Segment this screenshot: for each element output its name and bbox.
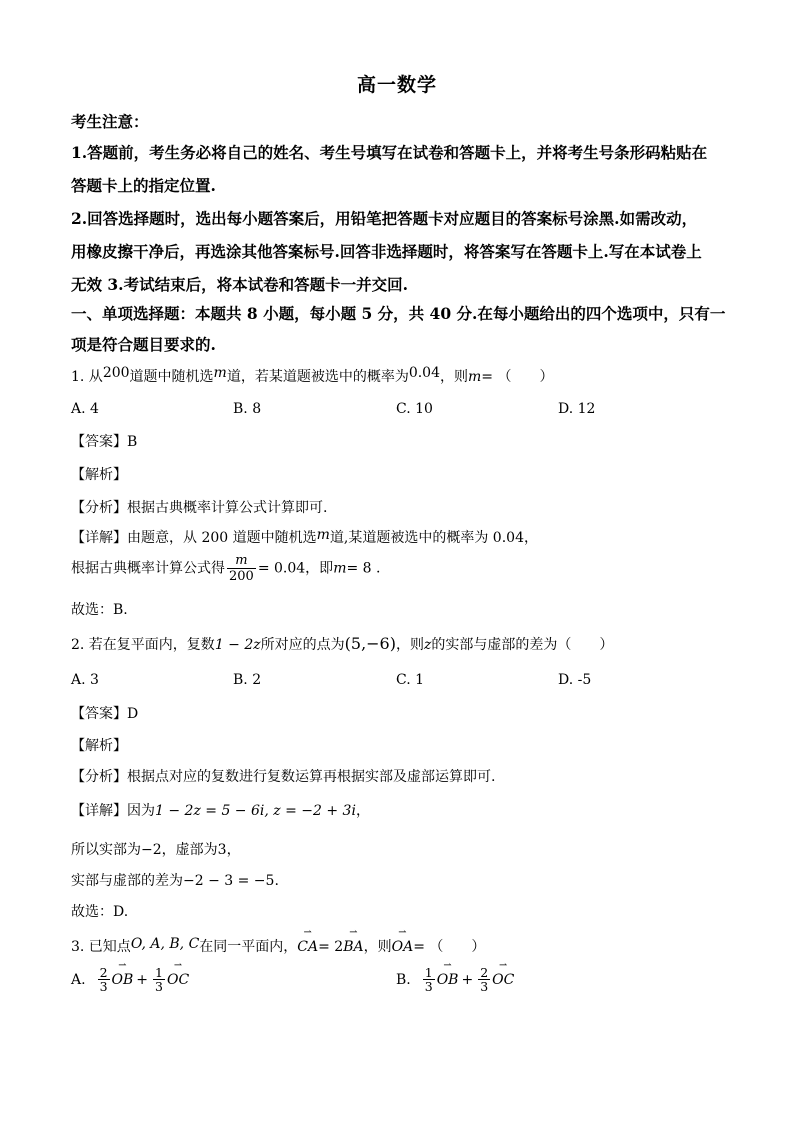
q1-xiangjie-m: m (316, 527, 330, 543)
q1-calc-b: = 0.04，即 (257, 560, 334, 577)
q3-b-d2: 3 (480, 979, 489, 994)
q1-fenxi: 【分析】根据古典概率计算公式计算即可. (71, 500, 328, 516)
q3-tail: = （ ） (413, 939, 486, 955)
q1-xiangjie-b: 道,某道题被选中的概率为 0.04， (329, 530, 538, 546)
q2-fenxi: 【分析】根据点对应的复数进行复数运算再根据实部及虚部运算即可. (71, 769, 496, 785)
notice-line-1: 1.答题前，考生务必将自己的姓名、考生号填写在试卷和答题卡上，并将考生号条形码粘贴在 (71, 143, 708, 162)
q3-b-plus: + (461, 971, 474, 988)
q2-diff-b: . (274, 873, 279, 889)
q1-p: 0.04 (408, 365, 440, 381)
q1-option-c: C. 10 (396, 401, 433, 417)
q1-m-2: m (468, 369, 482, 385)
q2-option-c: C. 1 (396, 672, 425, 688)
q3-option-a (71, 966, 189, 993)
q1-fraction (227, 553, 256, 584)
q1-option-b: B. 8 (233, 401, 262, 417)
notice-heading: 考生注意： (71, 112, 149, 131)
q3-b-vector-ob: ⇀ OB (437, 972, 459, 988)
question-1-stem (71, 366, 553, 386)
q1-option-a: A. 4 (71, 401, 99, 417)
q2-real-b: ，虚部为 (161, 842, 218, 858)
q3-b-d1: 3 (424, 979, 433, 994)
q1-fraction-den: 200 (229, 569, 254, 584)
q3-b-n1: 1 (424, 965, 433, 980)
q2-choose: 故选：D. (71, 904, 129, 920)
notice-line-2c: 无效 3.考试结束后，将本试卷和答题卡一并交回. (71, 275, 408, 294)
q3-text-a: 3. 已知点 (71, 939, 131, 955)
q3-vector-oa: ⇀ OA (392, 939, 414, 955)
q2-point: (5,−6) (344, 634, 396, 653)
q3-text-c: ，则 (363, 939, 392, 955)
q3-a-plus: + (136, 971, 149, 988)
q2-expr: 1 − 2z (214, 637, 261, 653)
page-title: 高一数学 (356, 74, 437, 96)
q2-text-b: 所对应的点为 (260, 637, 345, 653)
q1-calc (71, 553, 380, 584)
q3-vector-ba: ⇀ BA (343, 939, 363, 955)
q1-answer: 【答案】B (71, 434, 138, 450)
q2-diff-expr: −2 − 3 = −5 (183, 873, 275, 889)
q3-option-b-frac-2 (478, 966, 490, 993)
q1-text-d: ，则 (440, 369, 468, 385)
q2-real-c: ， (226, 842, 241, 858)
q1-xiangjie-a: 【详解】由题意，从 200 道题中随机选 (71, 530, 317, 546)
q3-a-d2: 3 (155, 979, 163, 994)
q1-n200: 200 (102, 365, 130, 381)
q1-calc-m: m (333, 560, 347, 577)
section-heading-1: 一、单项选择题：本题共 8 小题，每小题 5 分，共 40 分.在每小题给出的四个选项中，只有一 (71, 304, 726, 323)
q1-tail: = （ ） (481, 369, 554, 385)
q1-text-c: 道，若某道题被选中的概率为 (226, 369, 409, 385)
q2-text-a: 2. 若在复平面内，复数 (71, 637, 215, 653)
q3-b-vector-oc: ⇀ OC (492, 972, 514, 988)
q2-xiangjie-b: ， (355, 803, 370, 819)
question-2-stem (71, 634, 613, 654)
q1-fraction-num: m (235, 553, 248, 568)
q2-real-imag (71, 839, 241, 859)
notice-line-2b: 用橡皮擦干净后，再选涂其他答案标号.回答非选择题时，将答案写在答题卡上.写在本试卷上 (71, 242, 702, 261)
q2-text-d: 的实部与虚部的差为（ ） (431, 637, 614, 653)
notice-line-1b: 答题卡上的指定位置. (71, 176, 216, 195)
q2-answer: 【答案】D (71, 706, 139, 722)
q3-option-b-frac-1 (423, 966, 435, 993)
q1-calc-c: = 8 . (346, 560, 381, 577)
q1-choose: 故选：B. (71, 602, 128, 618)
q3-text-b: 在同一平面内， (199, 939, 298, 955)
q2-imag-v: 3 (217, 842, 227, 858)
q1-calc-a: 根据古典概率计算公式得 (71, 560, 225, 577)
q2-z: z (423, 637, 432, 653)
q3-option-b-label: B. (396, 971, 411, 988)
section-heading-2: 项是符合题目要求的. (71, 335, 216, 354)
q3-option-a-frac-1 (98, 966, 110, 993)
q2-xiangjie (71, 800, 370, 820)
q1-analysis-label: 【解析】 (71, 467, 127, 483)
q2-real-v: −2 (141, 842, 162, 858)
q3-b-n2: 2 (480, 965, 489, 980)
q2-option-b: B. 2 (233, 672, 262, 688)
q3-a-vector-oc: ⇀ OC (167, 972, 189, 988)
q3-option-b (396, 966, 514, 993)
q2-difference (71, 870, 279, 890)
q3-option-a-frac-2 (153, 966, 165, 993)
question-3-stem (71, 936, 485, 956)
q2-diff-a: 实部与虚部的差为 (71, 873, 183, 889)
q2-real-a: 所以实部为 (71, 842, 141, 858)
q1-m: m (213, 365, 227, 381)
q2-analysis-label: 【解析】 (71, 738, 127, 754)
q3-a-d1: 3 (99, 979, 108, 994)
q3-points: O, A, B, C (130, 936, 200, 952)
q1-text-b: 道题中随机选 (129, 369, 214, 385)
q3-vector-ca: ⇀ CA (297, 939, 318, 955)
q2-option-d: D. -5 (558, 672, 592, 688)
q1-xiangjie (71, 527, 538, 547)
q2-xiangjie-expr: 1 − 2z = 5 − 6i, z = −2 + 3i (155, 803, 356, 819)
q3-eq: = 2 (318, 939, 344, 955)
q2-option-a: A. 3 (71, 672, 99, 688)
q1-text-a: 1. 从 (71, 369, 103, 385)
q2-text-c: ，则 (395, 637, 424, 653)
notice-line-2: 2.回答选择题时，选出每小题答案后，用铅笔把答题卡对应题目的答案标号涂黑.如需改动， (71, 209, 698, 228)
q3-a-n2: 1 (155, 965, 163, 980)
q3-a-n1: 2 (99, 965, 108, 980)
q2-xiangjie-a: 【详解】因为 (71, 803, 155, 819)
q3-a-vector-ob: ⇀ OB (112, 972, 134, 988)
q1-option-d: D. 12 (558, 401, 596, 417)
q3-option-a-label: A. (71, 971, 86, 988)
